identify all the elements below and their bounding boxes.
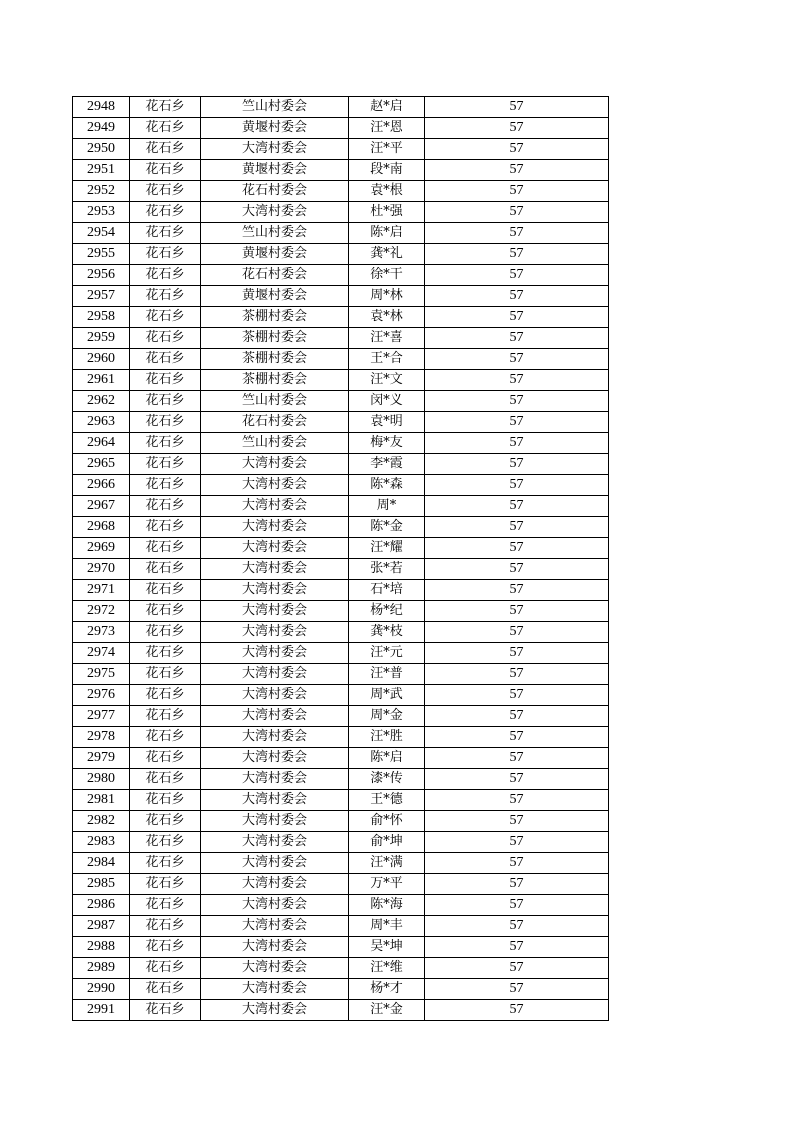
value-cell: 57 xyxy=(425,97,609,118)
value-cell: 57 xyxy=(425,643,609,664)
person-name-cell: 王*合 xyxy=(349,349,425,370)
village-committee-cell: 大湾村委会 xyxy=(201,769,349,790)
person-name-cell: 龚*礼 xyxy=(349,244,425,265)
value-cell: 57 xyxy=(425,328,609,349)
table-row xyxy=(73,97,609,118)
value-cell: 57 xyxy=(425,349,609,370)
value-cell: 57 xyxy=(425,685,609,706)
village-committee-cell: 大湾村委会 xyxy=(201,958,349,979)
value-cell: 57 xyxy=(425,916,609,937)
person-name-cell: 周*武 xyxy=(349,685,425,706)
person-name-cell: 张*若 xyxy=(349,559,425,580)
person-name-cell: 梅*友 xyxy=(349,433,425,454)
table-row xyxy=(73,286,609,307)
table-row xyxy=(73,958,609,979)
person-name-cell: 周*林 xyxy=(349,286,425,307)
township-cell: 花石乡 xyxy=(130,958,201,979)
value-cell: 57 xyxy=(425,139,609,160)
table-row xyxy=(73,391,609,412)
row-number-cell: 2963 xyxy=(73,412,130,433)
table-row xyxy=(73,328,609,349)
table-row xyxy=(73,706,609,727)
township-cell: 花石乡 xyxy=(130,244,201,265)
person-name-cell: 汪*胜 xyxy=(349,727,425,748)
township-cell: 花石乡 xyxy=(130,874,201,895)
village-committee-cell: 竺山村委会 xyxy=(201,433,349,454)
value-cell: 57 xyxy=(425,706,609,727)
table-row xyxy=(73,979,609,1000)
township-cell: 花石乡 xyxy=(130,433,201,454)
value-cell: 57 xyxy=(425,853,609,874)
township-cell: 花石乡 xyxy=(130,181,201,202)
person-name-cell: 汪*金 xyxy=(349,1000,425,1021)
person-name-cell: 吴*坤 xyxy=(349,937,425,958)
person-name-cell: 杨*才 xyxy=(349,979,425,1000)
village-committee-cell: 大湾村委会 xyxy=(201,685,349,706)
table-row xyxy=(73,769,609,790)
row-number-cell: 2952 xyxy=(73,181,130,202)
township-cell: 花石乡 xyxy=(130,853,201,874)
table-row xyxy=(73,244,609,265)
township-cell: 花石乡 xyxy=(130,832,201,853)
row-number-cell: 2954 xyxy=(73,223,130,244)
township-cell: 花石乡 xyxy=(130,685,201,706)
value-cell: 57 xyxy=(425,601,609,622)
table-row xyxy=(73,811,609,832)
township-cell: 花石乡 xyxy=(130,580,201,601)
village-committee-cell: 大湾村委会 xyxy=(201,538,349,559)
person-name-cell: 段*南 xyxy=(349,160,425,181)
person-name-cell: 漆*传 xyxy=(349,769,425,790)
township-cell: 花石乡 xyxy=(130,937,201,958)
village-committee-cell: 大湾村委会 xyxy=(201,937,349,958)
value-cell: 57 xyxy=(425,286,609,307)
row-number-cell: 2957 xyxy=(73,286,130,307)
table-row xyxy=(73,538,609,559)
table-row xyxy=(73,874,609,895)
row-number-cell: 2969 xyxy=(73,538,130,559)
person-name-cell: 闵*义 xyxy=(349,391,425,412)
township-cell: 花石乡 xyxy=(130,118,201,139)
value-cell: 57 xyxy=(425,118,609,139)
person-name-cell: 陈*启 xyxy=(349,748,425,769)
township-cell: 花石乡 xyxy=(130,895,201,916)
village-committee-cell: 茶棚村委会 xyxy=(201,349,349,370)
village-committee-cell: 大湾村委会 xyxy=(201,601,349,622)
person-name-cell: 陈*海 xyxy=(349,895,425,916)
township-cell: 花石乡 xyxy=(130,223,201,244)
township-cell: 花石乡 xyxy=(130,811,201,832)
person-name-cell: 汪*文 xyxy=(349,370,425,391)
township-cell: 花石乡 xyxy=(130,517,201,538)
row-number-cell: 2978 xyxy=(73,727,130,748)
row-number-cell: 2990 xyxy=(73,979,130,1000)
person-name-cell: 袁*林 xyxy=(349,307,425,328)
table-row xyxy=(73,685,609,706)
township-cell: 花石乡 xyxy=(130,790,201,811)
person-name-cell: 汪*普 xyxy=(349,664,425,685)
person-name-cell: 杨*纪 xyxy=(349,601,425,622)
value-cell: 57 xyxy=(425,391,609,412)
table-row xyxy=(73,580,609,601)
value-cell: 57 xyxy=(425,454,609,475)
row-number-cell: 2968 xyxy=(73,517,130,538)
village-committee-cell: 大湾村委会 xyxy=(201,517,349,538)
person-name-cell: 汪*耀 xyxy=(349,538,425,559)
township-cell: 花石乡 xyxy=(130,706,201,727)
table-row xyxy=(73,643,609,664)
village-committee-cell: 大湾村委会 xyxy=(201,727,349,748)
township-cell: 花石乡 xyxy=(130,748,201,769)
value-cell: 57 xyxy=(425,748,609,769)
value-cell: 57 xyxy=(425,538,609,559)
person-name-cell: 汪*元 xyxy=(349,643,425,664)
person-name-cell: 汪*平 xyxy=(349,139,425,160)
row-number-cell: 2987 xyxy=(73,916,130,937)
table-row xyxy=(73,853,609,874)
village-committee-cell: 花石村委会 xyxy=(201,265,349,286)
table-row xyxy=(73,265,609,286)
person-name-cell: 袁*明 xyxy=(349,412,425,433)
township-cell: 花石乡 xyxy=(130,412,201,433)
village-committee-cell: 大湾村委会 xyxy=(201,139,349,160)
township-cell: 花石乡 xyxy=(130,916,201,937)
table-row xyxy=(73,118,609,139)
township-cell: 花石乡 xyxy=(130,769,201,790)
table-row xyxy=(73,727,609,748)
village-committee-cell: 大湾村委会 xyxy=(201,475,349,496)
village-committee-cell: 大湾村委会 xyxy=(201,643,349,664)
township-cell: 花石乡 xyxy=(130,307,201,328)
value-cell: 57 xyxy=(425,496,609,517)
row-number-cell: 2966 xyxy=(73,475,130,496)
row-number-cell: 2977 xyxy=(73,706,130,727)
township-cell: 花石乡 xyxy=(130,265,201,286)
village-committee-cell: 大湾村委会 xyxy=(201,202,349,223)
table-row xyxy=(73,433,609,454)
township-cell: 花石乡 xyxy=(130,496,201,517)
row-number-cell: 2962 xyxy=(73,391,130,412)
village-committee-cell: 竺山村委会 xyxy=(201,223,349,244)
table-row xyxy=(73,790,609,811)
row-number-cell: 2982 xyxy=(73,811,130,832)
row-number-cell: 2974 xyxy=(73,643,130,664)
village-committee-cell: 大湾村委会 xyxy=(201,559,349,580)
row-number-cell: 2979 xyxy=(73,748,130,769)
value-cell: 57 xyxy=(425,622,609,643)
table-row xyxy=(73,895,609,916)
table-row xyxy=(73,601,609,622)
value-cell: 57 xyxy=(425,811,609,832)
value-cell: 57 xyxy=(425,979,609,1000)
village-committee-cell: 大湾村委会 xyxy=(201,496,349,517)
table-body xyxy=(73,97,609,1021)
value-cell: 57 xyxy=(425,244,609,265)
township-cell: 花石乡 xyxy=(130,328,201,349)
village-committee-cell: 黄堰村委会 xyxy=(201,286,349,307)
table-row xyxy=(73,349,609,370)
value-cell: 57 xyxy=(425,202,609,223)
value-cell: 57 xyxy=(425,664,609,685)
row-number-cell: 2964 xyxy=(73,433,130,454)
village-committee-cell: 大湾村委会 xyxy=(201,979,349,1000)
table-row xyxy=(73,496,609,517)
table-row xyxy=(73,160,609,181)
village-committee-cell: 大湾村委会 xyxy=(201,664,349,685)
data-table xyxy=(72,96,609,1021)
township-cell: 花石乡 xyxy=(130,370,201,391)
row-number-cell: 2949 xyxy=(73,118,130,139)
person-name-cell: 汪*恩 xyxy=(349,118,425,139)
township-cell: 花石乡 xyxy=(130,559,201,580)
row-number-cell: 2960 xyxy=(73,349,130,370)
township-cell: 花石乡 xyxy=(130,391,201,412)
value-cell: 57 xyxy=(425,370,609,391)
person-name-cell: 石*培 xyxy=(349,580,425,601)
person-name-cell: 李*霞 xyxy=(349,454,425,475)
row-number-cell: 2948 xyxy=(73,97,130,118)
village-committee-cell: 黄堰村委会 xyxy=(201,160,349,181)
township-cell: 花石乡 xyxy=(130,622,201,643)
value-cell: 57 xyxy=(425,181,609,202)
table-row xyxy=(73,937,609,958)
row-number-cell: 2981 xyxy=(73,790,130,811)
village-committee-cell: 大湾村委会 xyxy=(201,748,349,769)
table-row xyxy=(73,748,609,769)
person-name-cell: 汪*喜 xyxy=(349,328,425,349)
person-name-cell: 袁*根 xyxy=(349,181,425,202)
person-name-cell: 周*丰 xyxy=(349,916,425,937)
table-row xyxy=(73,1000,609,1021)
village-committee-cell: 茶棚村委会 xyxy=(201,328,349,349)
village-committee-cell: 大湾村委会 xyxy=(201,790,349,811)
table-row xyxy=(73,202,609,223)
village-committee-cell: 黄堰村委会 xyxy=(201,244,349,265)
table-row xyxy=(73,559,609,580)
row-number-cell: 2955 xyxy=(73,244,130,265)
table-row xyxy=(73,139,609,160)
value-cell: 57 xyxy=(425,874,609,895)
person-name-cell: 赵*启 xyxy=(349,97,425,118)
row-number-cell: 2980 xyxy=(73,769,130,790)
table-row xyxy=(73,475,609,496)
row-number-cell: 2985 xyxy=(73,874,130,895)
table-row xyxy=(73,832,609,853)
table-row xyxy=(73,622,609,643)
value-cell: 57 xyxy=(425,433,609,454)
row-number-cell: 2991 xyxy=(73,1000,130,1021)
row-number-cell: 2971 xyxy=(73,580,130,601)
value-cell: 57 xyxy=(425,727,609,748)
township-cell: 花石乡 xyxy=(130,97,201,118)
village-committee-cell: 茶棚村委会 xyxy=(201,307,349,328)
village-committee-cell: 大湾村委会 xyxy=(201,706,349,727)
village-committee-cell: 大湾村委会 xyxy=(201,874,349,895)
value-cell: 57 xyxy=(425,160,609,181)
value-cell: 57 xyxy=(425,958,609,979)
village-committee-cell: 大湾村委会 xyxy=(201,853,349,874)
value-cell: 57 xyxy=(425,412,609,433)
township-cell: 花石乡 xyxy=(130,727,201,748)
value-cell: 57 xyxy=(425,559,609,580)
row-number-cell: 2972 xyxy=(73,601,130,622)
village-committee-cell: 花石村委会 xyxy=(201,181,349,202)
row-number-cell: 2965 xyxy=(73,454,130,475)
village-committee-cell: 大湾村委会 xyxy=(201,895,349,916)
township-cell: 花石乡 xyxy=(130,286,201,307)
row-number-cell: 2975 xyxy=(73,664,130,685)
village-committee-cell: 大湾村委会 xyxy=(201,454,349,475)
value-cell: 57 xyxy=(425,580,609,601)
village-committee-cell: 茶棚村委会 xyxy=(201,370,349,391)
village-committee-cell: 大湾村委会 xyxy=(201,916,349,937)
village-committee-cell: 大湾村委会 xyxy=(201,832,349,853)
row-number-cell: 2950 xyxy=(73,139,130,160)
person-name-cell: 俞*怀 xyxy=(349,811,425,832)
row-number-cell: 2988 xyxy=(73,937,130,958)
township-cell: 花石乡 xyxy=(130,979,201,1000)
person-name-cell: 俞*坤 xyxy=(349,832,425,853)
table-row xyxy=(73,664,609,685)
person-name-cell: 徐*干 xyxy=(349,265,425,286)
table-row xyxy=(73,307,609,328)
value-cell: 57 xyxy=(425,769,609,790)
table-row xyxy=(73,370,609,391)
table-row xyxy=(73,412,609,433)
row-number-cell: 2967 xyxy=(73,496,130,517)
row-number-cell: 2961 xyxy=(73,370,130,391)
row-number-cell: 2956 xyxy=(73,265,130,286)
township-cell: 花石乡 xyxy=(130,664,201,685)
person-name-cell: 杜*强 xyxy=(349,202,425,223)
township-cell: 花石乡 xyxy=(130,475,201,496)
row-number-cell: 2983 xyxy=(73,832,130,853)
value-cell: 57 xyxy=(425,517,609,538)
row-number-cell: 2953 xyxy=(73,202,130,223)
person-name-cell: 陈*启 xyxy=(349,223,425,244)
person-name-cell: 龚*枝 xyxy=(349,622,425,643)
village-committee-cell: 大湾村委会 xyxy=(201,1000,349,1021)
row-number-cell: 2959 xyxy=(73,328,130,349)
row-number-cell: 2973 xyxy=(73,622,130,643)
person-name-cell: 周*金 xyxy=(349,706,425,727)
village-committee-cell: 大湾村委会 xyxy=(201,622,349,643)
township-cell: 花石乡 xyxy=(130,160,201,181)
person-name-cell: 周* xyxy=(349,496,425,517)
value-cell: 57 xyxy=(425,832,609,853)
row-number-cell: 2984 xyxy=(73,853,130,874)
village-committee-cell: 大湾村委会 xyxy=(201,580,349,601)
row-number-cell: 2976 xyxy=(73,685,130,706)
row-number-cell: 2989 xyxy=(73,958,130,979)
row-number-cell: 2951 xyxy=(73,160,130,181)
township-cell: 花石乡 xyxy=(130,643,201,664)
village-committee-cell: 大湾村委会 xyxy=(201,811,349,832)
row-number-cell: 2970 xyxy=(73,559,130,580)
value-cell: 57 xyxy=(425,307,609,328)
village-committee-cell: 花石村委会 xyxy=(201,412,349,433)
row-number-cell: 2986 xyxy=(73,895,130,916)
township-cell: 花石乡 xyxy=(130,538,201,559)
value-cell: 57 xyxy=(425,1000,609,1021)
township-cell: 花石乡 xyxy=(130,349,201,370)
table-row xyxy=(73,181,609,202)
table-row xyxy=(73,916,609,937)
township-cell: 花石乡 xyxy=(130,601,201,622)
person-name-cell: 王*德 xyxy=(349,790,425,811)
person-name-cell: 陈*森 xyxy=(349,475,425,496)
township-cell: 花石乡 xyxy=(130,454,201,475)
village-committee-cell: 竺山村委会 xyxy=(201,97,349,118)
township-cell: 花石乡 xyxy=(130,202,201,223)
value-cell: 57 xyxy=(425,790,609,811)
value-cell: 57 xyxy=(425,265,609,286)
person-name-cell: 汪*满 xyxy=(349,853,425,874)
value-cell: 57 xyxy=(425,223,609,244)
person-name-cell: 万*平 xyxy=(349,874,425,895)
township-cell: 花石乡 xyxy=(130,139,201,160)
row-number-cell: 2958 xyxy=(73,307,130,328)
value-cell: 57 xyxy=(425,895,609,916)
township-cell: 花石乡 xyxy=(130,1000,201,1021)
table-row xyxy=(73,517,609,538)
table-row xyxy=(73,223,609,244)
person-name-cell: 汪*维 xyxy=(349,958,425,979)
village-committee-cell: 黄堰村委会 xyxy=(201,118,349,139)
table-row xyxy=(73,454,609,475)
value-cell: 57 xyxy=(425,937,609,958)
village-committee-cell: 竺山村委会 xyxy=(201,391,349,412)
value-cell: 57 xyxy=(425,475,609,496)
person-name-cell: 陈*金 xyxy=(349,517,425,538)
